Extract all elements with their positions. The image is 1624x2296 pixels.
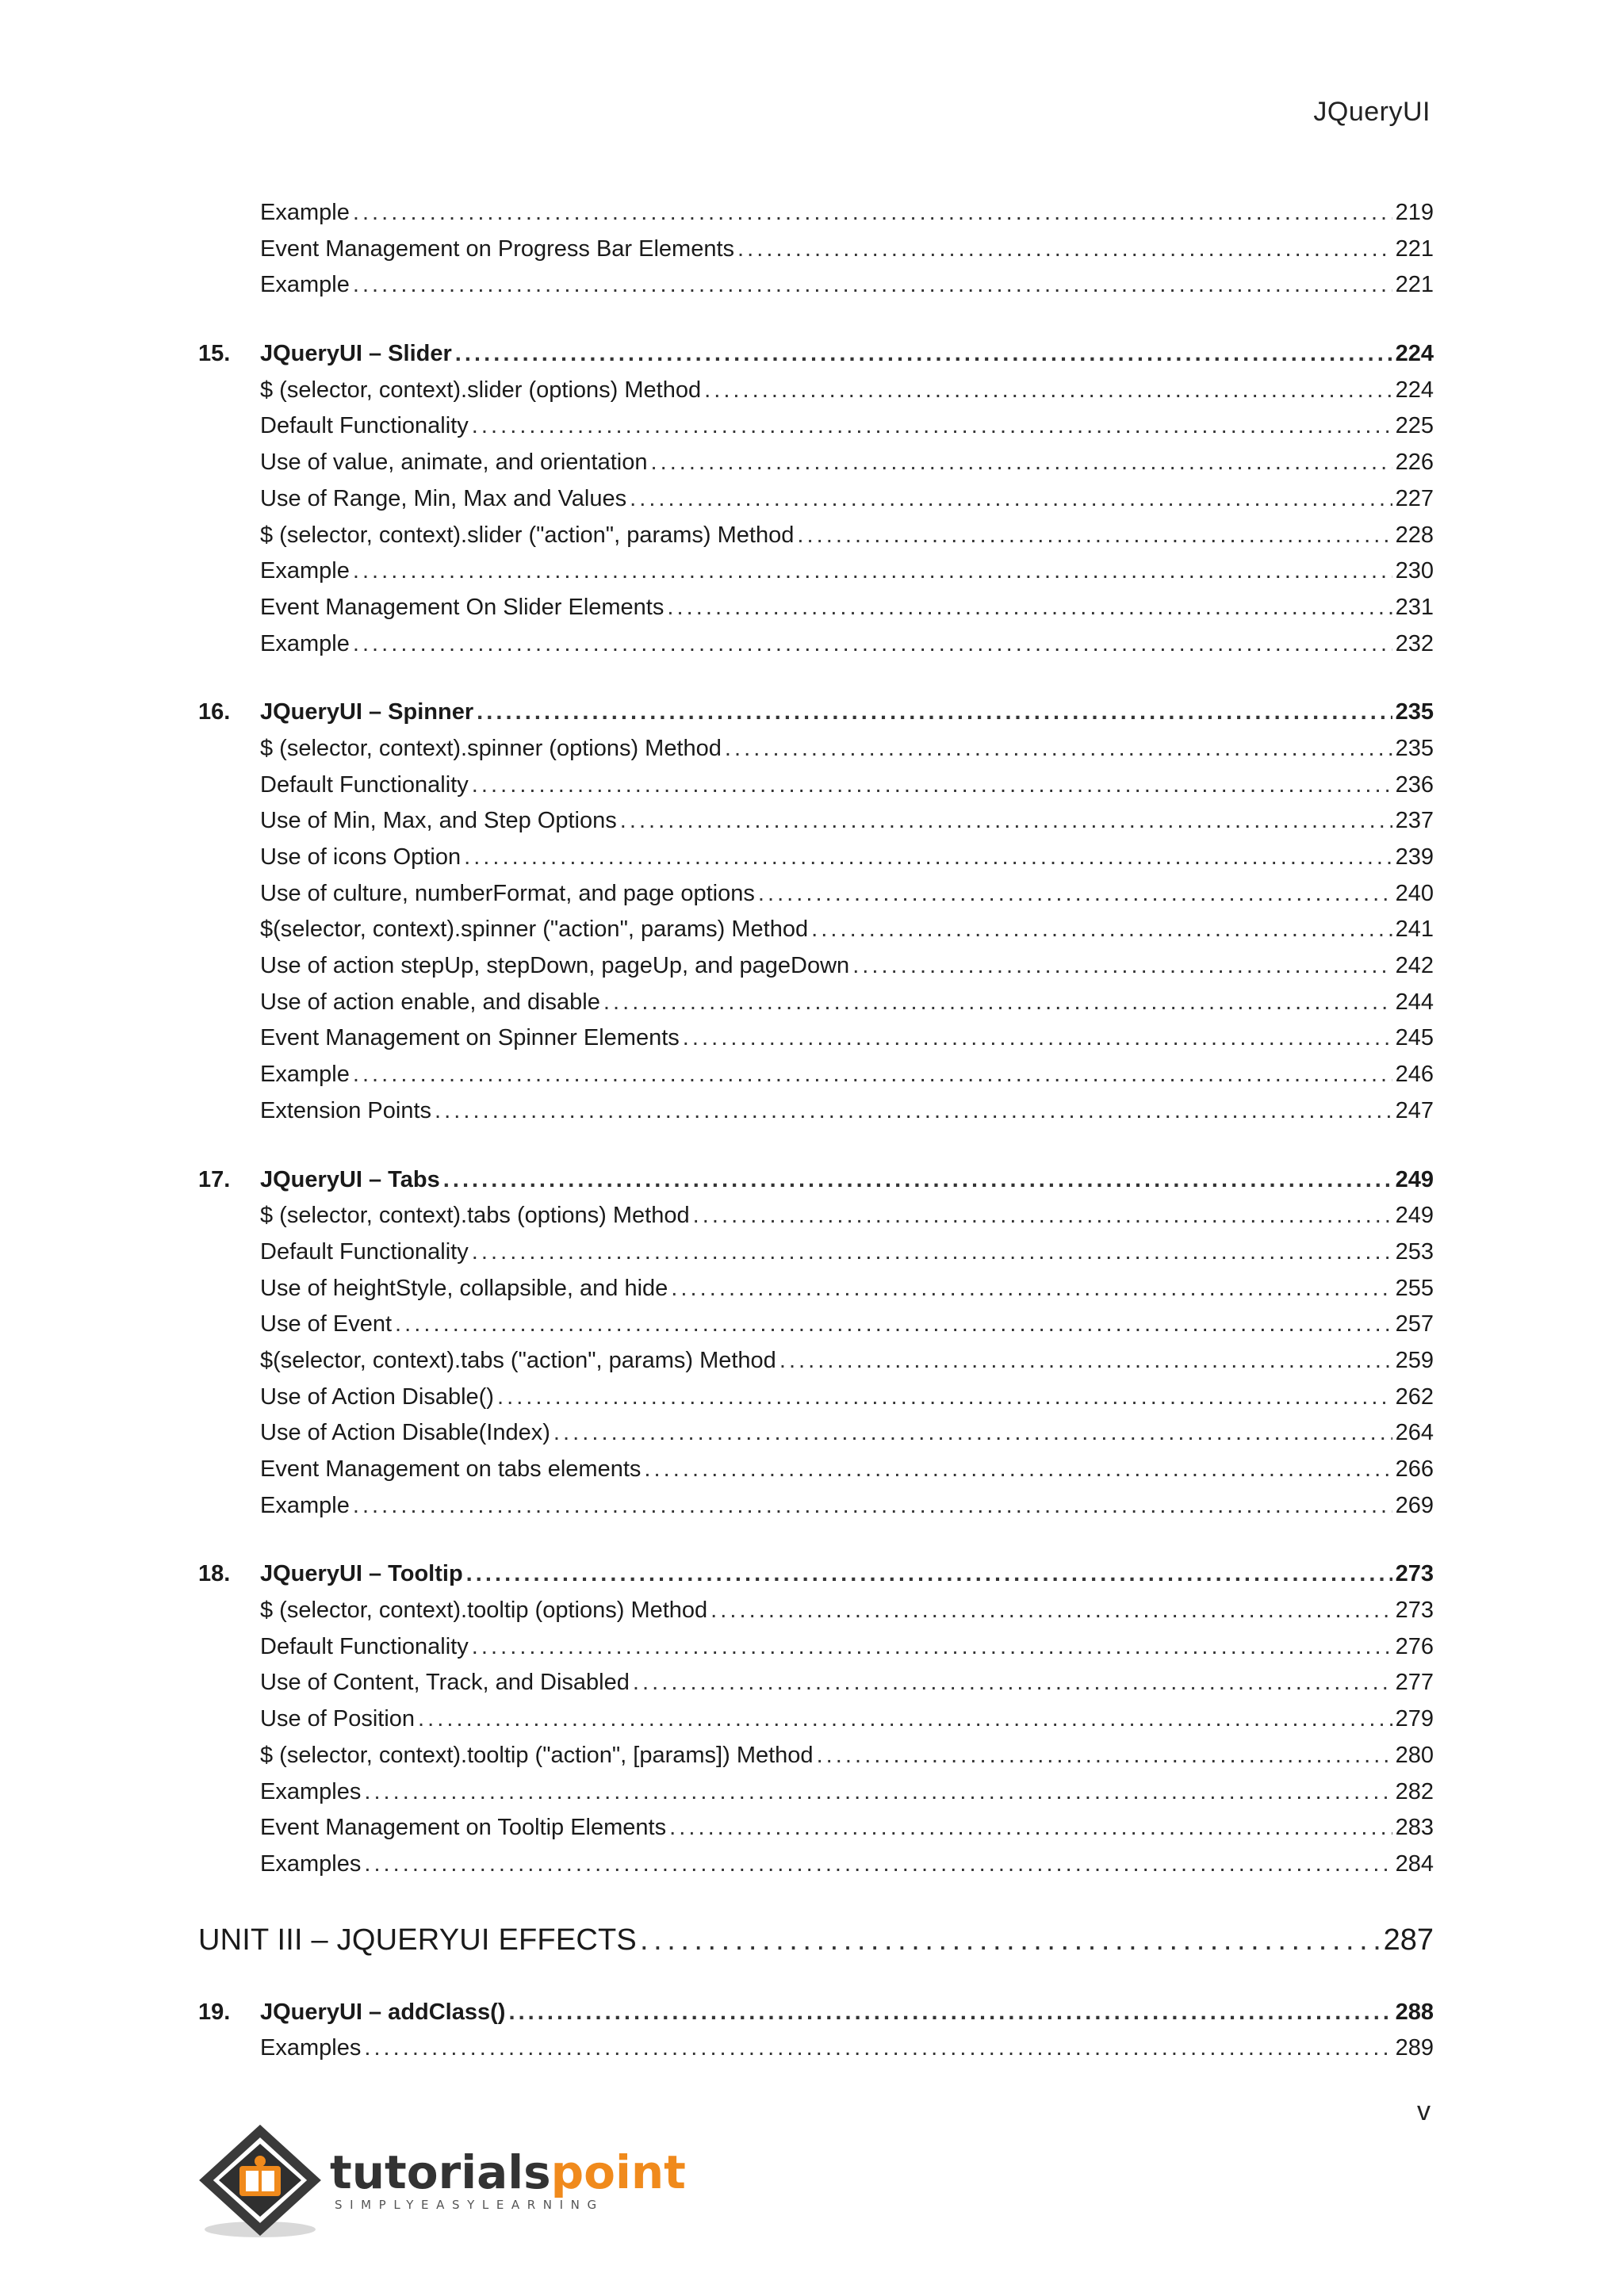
- logo-diamond-icon: [195, 2125, 330, 2244]
- toc-page-number: 253: [1395, 1238, 1434, 1265]
- dot-leader: [603, 985, 1392, 1021]
- dot-leader: [779, 1343, 1392, 1380]
- dot-leader: [758, 876, 1392, 913]
- toc-entry-title: Default Functionality: [260, 413, 469, 439]
- dot-leader: [508, 1995, 1392, 2031]
- dot-leader: [671, 1271, 1392, 1307]
- dot-leader: [633, 1665, 1392, 1701]
- page-number: v: [1417, 2096, 1431, 2126]
- toc-page-number: 249: [1395, 1203, 1434, 1229]
- toc-entry-title: Default Functionality: [260, 771, 469, 798]
- dot-leader: [553, 1415, 1392, 1452]
- toc-page-number: 224: [1395, 377, 1434, 403]
- toc-entry-title: Extension Points: [260, 1097, 432, 1123]
- chapter-number: 16.: [198, 699, 231, 725]
- logo-text-tutorials: tutorials: [330, 2145, 551, 2199]
- toc-entry-title: JQueryUI – Spinner: [260, 699, 474, 725]
- toc-page-number: 262: [1395, 1383, 1434, 1410]
- dot-leader: [737, 232, 1392, 268]
- toc-entry[interactable]: [198, 948, 1434, 985]
- toc-entry-title: UNIT III – JQUERYUI EFFECTS: [198, 1923, 637, 1957]
- toc-entry[interactable]: [198, 985, 1434, 1021]
- toc-page-number: 236: [1395, 771, 1434, 798]
- toc-page-number: 241: [1395, 916, 1434, 943]
- toc-page-number: 276: [1395, 1633, 1434, 1659]
- toc-entry[interactable]: [198, 1307, 1434, 1343]
- toc-entry[interactable]: [198, 1093, 1434, 1130]
- dot-leader: [418, 1701, 1392, 1738]
- toc-page-number: 221: [1395, 235, 1434, 262]
- toc-entry[interactable]: [198, 2030, 1434, 2067]
- toc-page-number: 287: [1383, 1923, 1434, 1957]
- toc-chapter-entry[interactable]: [198, 1995, 1434, 2031]
- toc-entry-title: Example: [260, 1492, 350, 1518]
- running-header: JQueryUI: [1313, 97, 1431, 127]
- toc-entry-title: Use of Position: [260, 1706, 416, 1732]
- toc-page-number: 266: [1395, 1456, 1434, 1482]
- toc-entry-title: Use of culture, numberFormat, and page options: [260, 880, 755, 906]
- toc-entry[interactable]: [198, 481, 1434, 518]
- toc-entry-title: $(selector, context).spinner ("action", params) Method: [260, 916, 809, 943]
- toc-entry-title: Use of Range, Min, Max and Values: [260, 485, 627, 511]
- toc-page-number: 242: [1395, 953, 1434, 979]
- toc-entry[interactable]: [198, 803, 1434, 840]
- toc-entry[interactable]: [198, 553, 1434, 590]
- table-of-contents: [198, 195, 1434, 2067]
- dot-leader: [683, 1020, 1392, 1057]
- toc-page-number: 247: [1395, 1097, 1434, 1123]
- logo-text-point: point: [550, 2145, 686, 2199]
- dot-leader: [497, 1380, 1392, 1416]
- toc-page-number: 269: [1395, 1492, 1434, 1518]
- toc-entry[interactable]: [198, 1846, 1434, 1883]
- toc-entry[interactable]: [198, 232, 1434, 268]
- dot-leader: [852, 948, 1392, 985]
- dot-leader: [797, 518, 1392, 554]
- toc-entry-title: Example: [260, 272, 350, 298]
- toc-page-number: 237: [1395, 808, 1434, 834]
- toc-entry-title: Use of heightStyle, collapsible, and hide: [260, 1275, 668, 1301]
- toc-entry[interactable]: [198, 1452, 1434, 1488]
- toc-entry[interactable]: [198, 1738, 1434, 1774]
- toc-page-number: 235: [1395, 699, 1434, 725]
- toc-entry-title: Example: [260, 558, 350, 584]
- toc-entry-title: Default Functionality: [260, 1238, 469, 1265]
- toc-page-number: 283: [1395, 1815, 1434, 1841]
- toc-entry-title: $ (selector, context).slider (options) Method: [260, 377, 702, 403]
- toc-entry[interactable]: [198, 1020, 1434, 1057]
- toc-entry[interactable]: [198, 1488, 1434, 1525]
- toc-entry[interactable]: [198, 1234, 1434, 1271]
- toc-page-number: 255: [1395, 1275, 1434, 1301]
- toc-page-number: 288: [1395, 1999, 1434, 2025]
- toc-entry-title: Use of Action Disable(): [260, 1383, 494, 1410]
- toc-entry-title: Event Management On Slider Elements: [260, 594, 665, 620]
- dot-leader: [669, 1810, 1392, 1846]
- toc-entry[interactable]: [198, 1810, 1434, 1846]
- toc-entry-title: $ (selector, context).tooltip (options) Method: [260, 1598, 708, 1624]
- toc-entry-title: Examples: [260, 1850, 362, 1877]
- toc-page-number: 280: [1395, 1742, 1434, 1768]
- toc-entry-title: JQueryUI – Tooltip: [260, 1561, 463, 1587]
- toc-page-number: 277: [1395, 1670, 1434, 1696]
- toc-entry-title: Example: [260, 630, 350, 656]
- toc-entry[interactable]: [198, 731, 1434, 767]
- dot-leader: [443, 1162, 1392, 1199]
- toc-page-number: 224: [1395, 341, 1434, 367]
- toc-entry-title: Use of icons Option: [260, 844, 462, 870]
- toc-entry-title: $ (selector, context).slider ("action", params) Method: [260, 522, 795, 548]
- toc-page-number: 284: [1395, 1850, 1434, 1877]
- toc-entry-title: Use of action stepUp, stepDown, pageUp, and pageDown: [260, 953, 850, 979]
- toc-entry-title: Use of Event: [260, 1311, 393, 1337]
- dot-leader: [435, 1093, 1392, 1130]
- toc-entry-title: Event Management on Progress Bar Elements: [260, 235, 735, 262]
- dot-leader: [811, 912, 1392, 948]
- dot-leader: [710, 1593, 1392, 1629]
- toc-chapter-entry[interactable]: [198, 695, 1434, 731]
- toc-page-number: 221: [1395, 272, 1434, 298]
- dot-leader: [353, 195, 1392, 232]
- toc-entry[interactable]: [198, 767, 1434, 804]
- toc-entry[interactable]: [198, 1701, 1434, 1738]
- dot-leader: [395, 1307, 1392, 1343]
- toc-entry-title: $ (selector, context).spinner (options) Method: [260, 735, 722, 761]
- toc-page-number: 226: [1395, 450, 1434, 476]
- dot-leader: [455, 336, 1392, 373]
- toc-entry-title: Example: [260, 200, 350, 225]
- chapter-number: 15.: [198, 341, 231, 367]
- dot-leader: [353, 1488, 1392, 1525]
- toc-entry-title: Default Functionality: [260, 1633, 469, 1659]
- toc-page-number: 246: [1395, 1062, 1434, 1088]
- toc-entry[interactable]: [198, 1057, 1434, 1093]
- toc-page-number: 225: [1395, 413, 1434, 439]
- dot-leader: [364, 1846, 1392, 1883]
- toc-entry[interactable]: [198, 1665, 1434, 1701]
- toc-entry-title: Event Management on Tooltip Elements: [260, 1815, 667, 1841]
- dot-leader: [466, 1556, 1392, 1593]
- dot-leader: [464, 840, 1392, 876]
- dot-leader: [353, 267, 1392, 304]
- toc-unit-entry[interactable]: [198, 1918, 1434, 1962]
- toc-entry[interactable]: [198, 912, 1434, 948]
- dot-leader: [472, 408, 1392, 445]
- toc-entry-title: Event Management on Spinner Elements: [260, 1025, 680, 1051]
- toc-entry[interactable]: [198, 408, 1434, 445]
- dot-leader: [472, 1629, 1392, 1666]
- toc-entry-title: Event Management on tabs elements: [260, 1456, 642, 1482]
- dot-leader: [640, 1918, 1381, 1962]
- toc-entry[interactable]: [198, 840, 1434, 876]
- dot-leader: [817, 1738, 1392, 1774]
- dot-leader: [472, 1234, 1392, 1271]
- toc-page-number: 244: [1395, 989, 1434, 1015]
- dot-leader: [620, 803, 1392, 840]
- dot-leader: [667, 590, 1392, 626]
- toc-page-number: 259: [1395, 1347, 1434, 1373]
- toc-entry-title: $ (selector, context).tooltip ("action", [params]) Method: [260, 1742, 814, 1768]
- toc-entry-title: JQueryUI – Tabs: [260, 1166, 440, 1192]
- logo-tagline: SIMPLYEASYLEARNING: [335, 2198, 604, 2212]
- toc-page-number: 232: [1395, 630, 1434, 656]
- toc-entry-title: Use of value, animate, and orientation: [260, 450, 648, 476]
- toc-entry[interactable]: [198, 1593, 1434, 1629]
- toc-page-number: 235: [1395, 735, 1434, 761]
- dot-leader: [644, 1452, 1392, 1488]
- toc-entry-title: JQueryUI – addClass(): [260, 1999, 506, 2025]
- toc-entry-title: $ (selector, context).tabs (options) Method: [260, 1203, 690, 1229]
- dot-leader: [353, 553, 1392, 590]
- toc-page-number: 245: [1395, 1025, 1434, 1051]
- toc-entry[interactable]: [198, 445, 1434, 481]
- toc-page-number: 219: [1395, 200, 1434, 225]
- toc-entry[interactable]: [198, 1271, 1434, 1307]
- toc-entry[interactable]: [198, 1629, 1434, 1666]
- toc-entry[interactable]: [198, 1774, 1434, 1811]
- toc-entry[interactable]: [198, 518, 1434, 554]
- toc-page-number: 282: [1395, 1778, 1434, 1804]
- toc-entry[interactable]: [198, 195, 1434, 232]
- dot-leader: [364, 2030, 1392, 2067]
- toc-entry[interactable]: [198, 1343, 1434, 1380]
- toc-chapter-entry[interactable]: [198, 1556, 1434, 1593]
- dot-leader: [477, 695, 1392, 731]
- toc-chapter-entry[interactable]: [198, 1162, 1434, 1199]
- chapter-number: 19.: [198, 1999, 231, 2025]
- toc-page-number: 239: [1395, 844, 1434, 870]
- toc-page-number: 227: [1395, 485, 1434, 511]
- dot-leader: [630, 481, 1392, 518]
- toc-entry[interactable]: [198, 1380, 1434, 1416]
- toc-entry-title: Examples: [260, 2035, 362, 2061]
- dot-leader: [472, 767, 1392, 804]
- chapter-number: 18.: [198, 1561, 231, 1587]
- toc-entry-title: Example: [260, 1062, 350, 1088]
- toc-page-number: 228: [1395, 522, 1434, 548]
- toc-page-number: 230: [1395, 558, 1434, 584]
- toc-entry[interactable]: [198, 626, 1434, 663]
- dot-leader: [353, 1057, 1392, 1093]
- toc-entry[interactable]: [198, 876, 1434, 913]
- toc-entry-title: Use of Content, Track, and Disabled: [260, 1670, 630, 1696]
- toc-page-number: 273: [1395, 1598, 1434, 1624]
- dot-leader: [353, 626, 1392, 663]
- toc-entry-title: Use of Action Disable(Index): [260, 1420, 550, 1446]
- toc-entry[interactable]: [198, 267, 1434, 304]
- toc-entry-title: Use of Min, Max, and Step Options: [260, 808, 617, 834]
- toc-page-number: 273: [1395, 1561, 1434, 1587]
- chapter-number: 17.: [198, 1166, 231, 1192]
- toc-entry[interactable]: [198, 1198, 1434, 1234]
- toc-entry-title: Use of action enable, and disable: [260, 989, 600, 1015]
- toc-page-number: 249: [1395, 1166, 1434, 1192]
- toc-entry-title: Examples: [260, 1778, 362, 1804]
- toc-page-number: 240: [1395, 880, 1434, 906]
- toc-page-number: 257: [1395, 1311, 1434, 1337]
- toc-page-number: 264: [1395, 1420, 1434, 1446]
- toc-page-number: 279: [1395, 1706, 1434, 1732]
- toc-entry[interactable]: [198, 590, 1434, 626]
- tutorialspoint-logo: [195, 2125, 686, 2244]
- dot-leader: [693, 1198, 1392, 1234]
- dot-leader: [704, 373, 1392, 409]
- toc-entry[interactable]: [198, 1415, 1434, 1452]
- toc-entry-title: $(selector, context).tabs ("action", params) Method: [260, 1347, 776, 1373]
- dot-leader: [650, 445, 1392, 481]
- toc-page-number: 231: [1395, 594, 1434, 620]
- dot-leader: [364, 1774, 1392, 1811]
- logo-wordmark: [330, 2145, 686, 2199]
- toc-chapter-entry[interactable]: [198, 336, 1434, 373]
- toc-page-number: 289: [1395, 2035, 1434, 2061]
- toc-entry[interactable]: [198, 373, 1434, 409]
- toc-entry-title: JQueryUI – Slider: [260, 341, 452, 367]
- dot-leader: [725, 731, 1392, 767]
